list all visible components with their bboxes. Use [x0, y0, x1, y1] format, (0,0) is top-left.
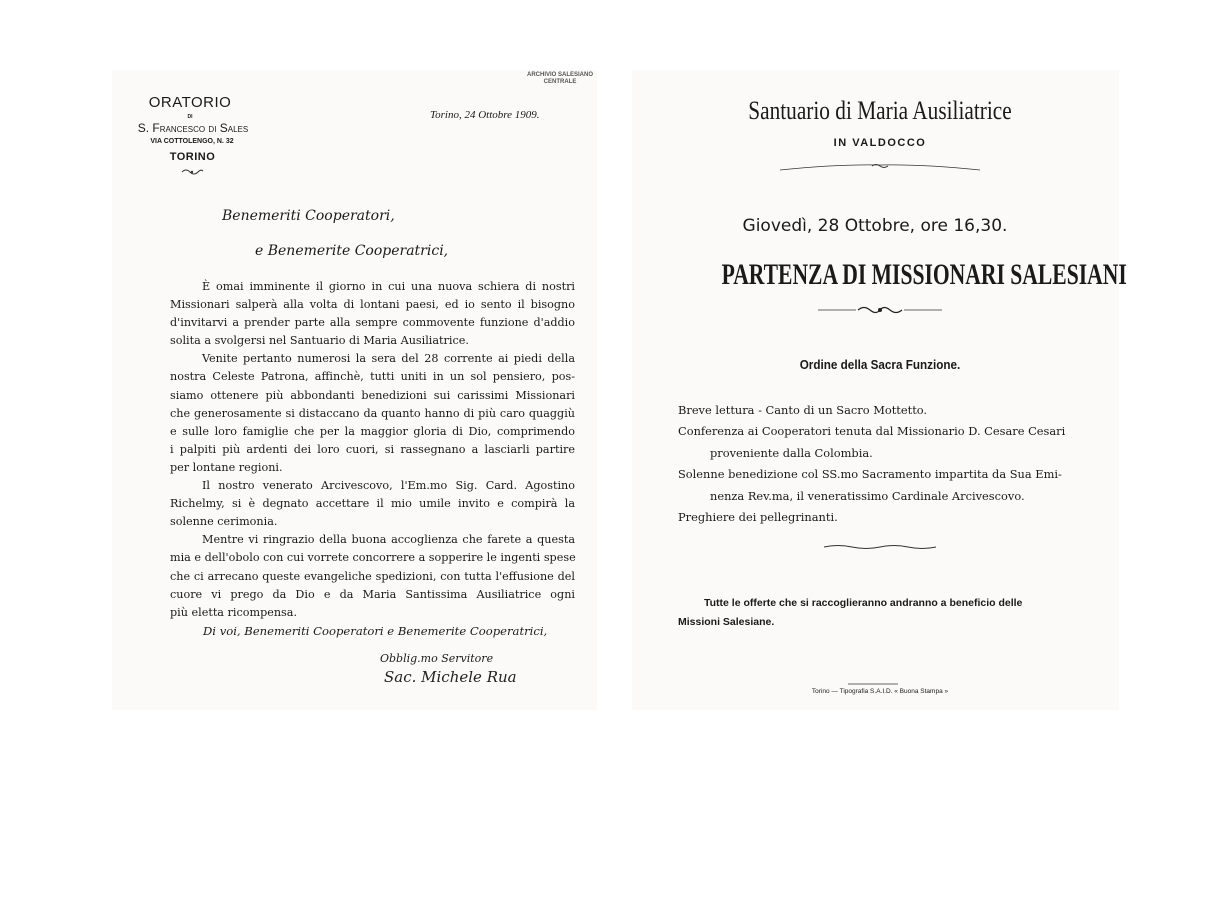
text-line: È omai imminente il giorno in cui una nuova schiera di nostri: [202, 280, 575, 293]
salutation-cooperatrici: e Benemerite Cooperatrici,: [255, 243, 449, 259]
text-line: solenne cerimonia.: [170, 515, 278, 529]
archive-stamp-line: ARCHIVIO SALESIANO: [526, 72, 593, 78]
salutation-cooperatori: Benemeriti Cooperatori,: [222, 208, 395, 224]
event-headline: PARTENZA DI MISSIONARI SALESIANI: [721, 258, 1127, 291]
handwritten-signature: Sac. Michele Rua: [384, 668, 517, 686]
letterhead-address: VIA COTTOLENGO, N. 32: [150, 138, 234, 145]
letterhead-city: TORINO: [169, 151, 216, 163]
letterhead-oratorio: ORATORIO: [148, 94, 232, 111]
printer-footer: Torino — Tipografia S.A.I.D. « Buona Stampa »: [811, 688, 949, 695]
text-line: Mentre vi ringrazio della buona accoglienza che farete a questa: [202, 533, 575, 547]
text-line: e sulle loro famiglie che per la maggior gloria di Dio, comprimendo: [170, 424, 575, 438]
program-item-line: Solenne benedizione col SS.mo Sacramento impartita da Sua Emi-: [678, 467, 1062, 481]
program-item-line: nenza Rev.ma, il veneratissimo Cardinale Arcivescovo.: [710, 488, 1025, 503]
text-line: più eletta ricompensa.: [170, 605, 298, 619]
offer-note-line: Tutte le offerte che si raccoglieranno andranno a beneficio delle: [704, 597, 1023, 609]
program-item-line: proveniente dalla Colombia.: [710, 445, 873, 460]
text-line: Richelmy, si è degnato accettare il mio umile invito e compirà la: [170, 497, 575, 511]
program-item: [678, 400, 1083, 422]
text-line: per lontane regioni.: [170, 460, 283, 474]
order-title: Ordine della Sacra Funzione.: [799, 357, 961, 372]
letterhead-di: DI: [187, 114, 193, 120]
offer-note-line: Missioni Salesiane.: [678, 616, 775, 628]
program-item: [678, 507, 1083, 529]
text-line: solita a svolgersi nel Santuario di Maria Ausiliatrice.: [170, 334, 469, 348]
event-datetime: Giovedì, 28 Ottobre, ore 16,30.: [742, 216, 1008, 236]
text-line: nostra Celeste Patrona, affinchè, tutti uniti in un sol pensiero, pos-: [170, 370, 575, 384]
text-line: mia e dell'obolo con cui vorrete concorrere a sopperire le ingenti spese: [170, 551, 576, 565]
program-item: [678, 421, 1083, 464]
text-line: Missionari salperà alla volta di lontani paesi, ed io sento il bisogno: [170, 298, 575, 312]
program-item-line: Preghiere dei pellegrinanti.: [678, 510, 838, 524]
letter-paragraph: [170, 278, 575, 622]
archive-stamp-line: CENTRALE: [543, 79, 577, 85]
offer-note: [678, 594, 1083, 632]
text-line: Venite pertanto numerosi la sera del 28 corrente ai piedi della: [202, 352, 575, 366]
letter-date: Torino, 24 Ottobre 1909.: [430, 109, 540, 121]
headline-ornament-icon: [818, 304, 942, 316]
program-item: [678, 464, 1083, 507]
program-title: Santuario di Maria Ausiliatrice: [748, 96, 1012, 125]
program-subtitle: IN VALDOCCO: [833, 137, 927, 149]
letterhead-flourish-icon: [180, 168, 204, 176]
sign-title: Obblig.mo Servitore: [380, 652, 494, 665]
text-line: cuore vi prego da Dio e da Maria Santissima Ausiliatrice ogni: [170, 587, 575, 601]
text-line: i palpiti più ardenti dei loro cuori, si rassegnano a lasciarli partire: [170, 442, 575, 456]
program-item-line: Conferenza ai Cooperatori tenuta dal Missionario D. Cesare Cesari: [678, 424, 1066, 438]
section-divider-icon: [824, 543, 936, 551]
footer-rule: [848, 683, 898, 685]
text-line: che ci arrecano queste evangeliche spedizioni, con tutta l'effusione del: [170, 569, 575, 583]
program-item-line: Breve lettura - Canto di un Sacro Mottetto.: [678, 403, 928, 417]
text-line: d'invitarvi a prender parte alla sempre commovente funzione d'addio: [170, 316, 575, 330]
text-line: che generosamente si distaccano da quanto hanno di più caro quaggiù: [170, 406, 575, 420]
text-line: Il nostro venerato Arcivescovo, l'Em.mo Sig. Card. Agostino: [202, 479, 575, 493]
archive-stamp: [525, 72, 595, 86]
text-line: siamo ottenere più abbondanti benedizioni sui carissimi Missionari: [170, 388, 575, 402]
letter-closing: Di voi, Benemeriti Cooperatori e Benemerite Cooperatrici,: [203, 624, 548, 638]
title-divider-icon: [778, 160, 982, 174]
letterhead-name: S. Francesco di Sales: [137, 121, 249, 135]
